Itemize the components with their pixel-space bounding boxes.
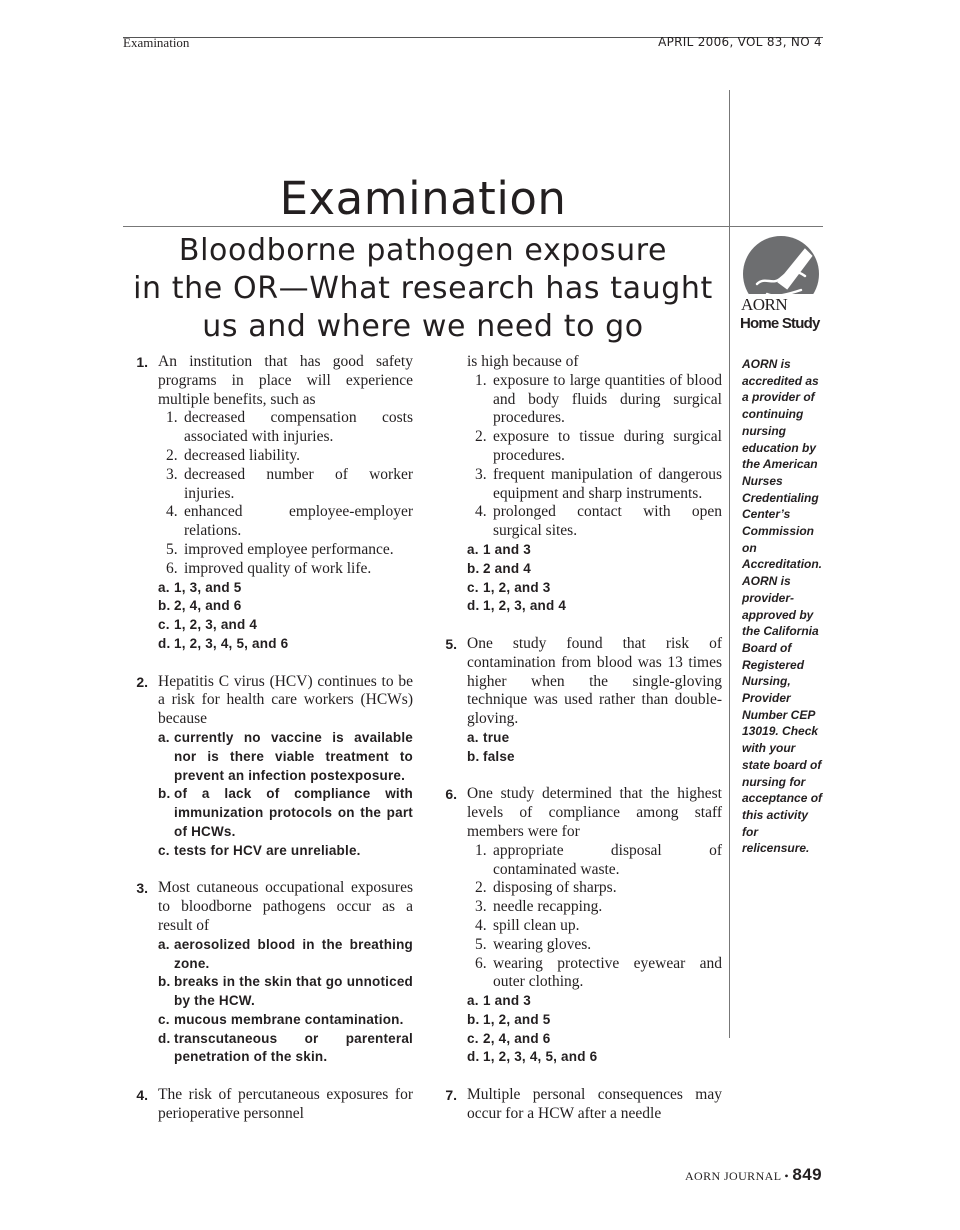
question xyxy=(123,879,413,1067)
page-number: 849 xyxy=(792,1165,822,1184)
answer-text: 1, 2, 3, 4, 5, and 6 xyxy=(483,1049,598,1065)
answer-text: 1 and 3 xyxy=(483,541,531,557)
statement-number: 5. xyxy=(166,540,178,558)
question-stem: One study determined that the highest levels of compliance among staff members were for xyxy=(467,785,722,840)
answer-text: false xyxy=(483,748,515,764)
answer-option xyxy=(158,1011,413,1030)
numbered-statement xyxy=(467,936,722,955)
numbered-statement xyxy=(158,447,413,466)
answer-letter: b. xyxy=(467,560,480,576)
logo-aorn-text: AORN xyxy=(741,295,788,314)
statement-number: 3. xyxy=(475,898,487,916)
statement-text: spill clean up. xyxy=(493,916,580,934)
numbered-statement xyxy=(158,541,413,560)
answer-text: mucous membrane contamination. xyxy=(174,1011,404,1027)
numbered-statement xyxy=(467,955,722,993)
question-number: 5. xyxy=(445,635,457,652)
answer-text: transcutaneous or parenteral penetration of the skin. xyxy=(174,1030,413,1065)
answer-option xyxy=(467,1011,722,1030)
question-stem: is high because of xyxy=(467,353,579,370)
question-number: 4. xyxy=(136,1087,148,1104)
statement-number: 6. xyxy=(475,954,487,972)
answer-text: 1, 2, 3, and 4 xyxy=(174,617,258,633)
answer-option xyxy=(158,729,413,785)
question xyxy=(432,635,722,767)
answer-option xyxy=(467,579,722,598)
answer-option xyxy=(467,541,722,560)
answer-text: 1, 3, and 5 xyxy=(174,579,242,595)
numbered-statement xyxy=(467,372,722,428)
answer-option xyxy=(467,560,722,579)
question-stem: One study found that risk of contamination from blood was 13 times higher when the single-gloving technique was used rather than double-gloving. xyxy=(467,634,722,728)
statement-number: 1. xyxy=(166,409,178,427)
answer-letter: c. xyxy=(158,617,170,633)
answer-letter: a. xyxy=(158,936,170,952)
answer-letter: d. xyxy=(158,1030,171,1046)
answer-letter: c. xyxy=(467,1030,479,1046)
answer-option xyxy=(158,842,413,861)
running-header-section: Examination xyxy=(123,35,190,50)
answer-text: 1, 2, and 3 xyxy=(483,579,551,595)
answer-text: 1, 2, 3, 4, 5, and 6 xyxy=(174,635,289,651)
answer-letter: d. xyxy=(467,1049,480,1065)
numbered-statement xyxy=(158,560,413,579)
statement-text: exposure to tissue during surgical procedures. xyxy=(493,428,722,464)
footer-journal: AORN JOURNAL xyxy=(684,1169,781,1183)
statement-text: disposing of sharps. xyxy=(493,879,617,897)
statement-text: wearing protective eyewear and outer clothing. xyxy=(493,954,722,991)
statement-text: decreased number of worker injuries. xyxy=(184,465,413,502)
answer-text: 1, 2, 3, and 4 xyxy=(483,598,567,614)
statement-text: exposure to large quantities of blood and body fluids during surgical procedures. xyxy=(493,371,722,427)
question xyxy=(123,673,413,861)
answer-option xyxy=(467,1030,722,1049)
answer-option xyxy=(158,936,413,974)
subtitle-line: in the OR—What research has taught xyxy=(133,271,713,306)
statement-number: 5. xyxy=(475,935,487,953)
article-subtitle xyxy=(123,232,723,346)
answer-text: 2 and 4 xyxy=(483,560,531,576)
statement-number: 3. xyxy=(166,465,178,483)
statement-text: appropriate disposal of contaminated waste. xyxy=(493,841,722,878)
numbered-statement xyxy=(467,917,722,936)
statement-number: 2. xyxy=(475,428,487,446)
answer-letter: c. xyxy=(467,579,479,595)
answer-option xyxy=(467,729,722,748)
numbered-statement xyxy=(158,503,413,541)
answer-letter: a. xyxy=(467,541,479,557)
answer-option xyxy=(158,635,413,654)
answer-text: breaks in the skin that go unnoticed by the HCW. xyxy=(174,974,413,1009)
answer-text: 1 and 3 xyxy=(483,993,531,1009)
statement-text: needle recapping. xyxy=(493,898,603,916)
logo-home-study-text: Home Study xyxy=(740,315,820,332)
numbered-statement xyxy=(467,898,722,917)
statement-number: 4. xyxy=(475,503,487,521)
answer-letter: b. xyxy=(158,598,171,614)
numbered-statement xyxy=(467,428,722,466)
answer-option xyxy=(158,785,413,841)
answer-letter: a. xyxy=(467,993,479,1009)
numbered-statement xyxy=(467,503,722,541)
statement-text: wearing gloves. xyxy=(493,935,592,953)
statement-number: 1. xyxy=(475,371,487,389)
question-number: 6. xyxy=(445,786,457,803)
question-stem: Most cutaneous occupational exposures to bloodborne pathogens occur as a result of xyxy=(158,879,413,934)
statement-text: decreased compensation costs associated with injuries. xyxy=(184,409,413,446)
answer-text: 2, 4, and 6 xyxy=(174,598,242,614)
answer-option xyxy=(158,1030,413,1068)
question xyxy=(432,1086,722,1124)
answer-option xyxy=(467,748,722,767)
question xyxy=(432,353,722,616)
answer-letter: b. xyxy=(158,974,171,990)
answer-option xyxy=(158,973,413,1011)
answer-text: true xyxy=(483,729,510,745)
answer-text: 2, 4, and 6 xyxy=(483,1030,551,1046)
title-rule xyxy=(123,226,823,227)
page-title: Examination xyxy=(279,172,567,225)
answer-option xyxy=(467,597,722,616)
question-number: 1. xyxy=(136,354,148,370)
subtitle-line: Bloodborne pathogen exposure xyxy=(178,233,668,268)
question xyxy=(123,353,413,654)
statement-text: decreased liability. xyxy=(184,446,301,464)
question-stem: The risk of percutaneous exposures for perioperative personnel xyxy=(158,1086,413,1122)
statement-number: 1. xyxy=(475,841,487,859)
statement-number: 6. xyxy=(166,559,178,577)
answer-letter: d. xyxy=(467,598,480,614)
question xyxy=(432,785,722,1067)
answer-letter: d. xyxy=(158,635,171,651)
question-number: 7. xyxy=(445,1087,457,1104)
answer-letter: b. xyxy=(158,786,171,802)
statement-number: 2. xyxy=(475,879,487,897)
accreditation-note: AORN is accredited as a provider of continuing nursing education by the American Nurses Credentialing Center’s Commission on Accreditation. AORN is provider-approved by the California Board of Registered Nursing, Provider Number CEP 13019. Check with your state board of nursing for acceptance of this activity for relicensure. xyxy=(742,357,823,856)
page-footer xyxy=(685,1165,822,1185)
question-column-left xyxy=(123,353,413,1124)
answer-letter: c. xyxy=(158,1011,170,1027)
answer-text: of a lack of compliance with immunization protocols on the part of HCWs. xyxy=(174,786,413,839)
answer-text: currently no vaccine is available nor is there viable treatment to prevent an infection postexposure. xyxy=(174,729,413,783)
numbered-statement xyxy=(467,466,722,504)
subtitle-line: us and where we need to go xyxy=(202,309,644,344)
answer-option xyxy=(158,579,413,598)
statement-text: prolonged contact with open surgical sites. xyxy=(493,503,722,540)
answer-text: tests for HCV are unreliable. xyxy=(174,842,361,858)
statement-text: frequent manipulation of dangerous equipment and sharp instruments. xyxy=(493,465,722,502)
statement-text: enhanced employee-employer relations. xyxy=(184,503,413,540)
sidebar-divider xyxy=(729,90,730,1038)
statement-number: 4. xyxy=(166,503,178,521)
question-column-right xyxy=(432,353,722,1124)
running-header-issue: APRIL 2006, VOL 83, NO 4 xyxy=(658,35,822,49)
question-stem: Multiple personal consequences may occur for a HCW after a needle xyxy=(467,1086,722,1122)
answer-letter: b. xyxy=(467,748,480,764)
answer-option xyxy=(158,597,413,616)
question-stem: Hepatitis C virus (HCV) continues to be a risk for health care workers (HCWs) because xyxy=(158,672,413,728)
statement-number: 3. xyxy=(475,465,487,483)
statement-number: 4. xyxy=(475,916,487,934)
numbered-statement xyxy=(467,879,722,898)
footer-separator: • xyxy=(784,1169,790,1183)
question xyxy=(123,1086,413,1124)
numbered-statement xyxy=(158,466,413,504)
statement-text: improved employee performance. xyxy=(184,540,394,558)
answer-text: aerosolized blood in the breathing zone. xyxy=(174,936,413,971)
answer-option xyxy=(158,616,413,635)
statement-text: improved quality of work life. xyxy=(184,559,372,577)
question-number: 2. xyxy=(136,673,148,690)
answer-option xyxy=(467,992,722,1011)
answer-option xyxy=(467,1048,722,1067)
answer-letter: c. xyxy=(158,842,170,858)
question-number: 3. xyxy=(136,880,148,897)
question-stem: An institution that has good safety programs in place will experience multiple benefits, such as xyxy=(158,353,413,408)
numbered-statement xyxy=(467,842,722,880)
numbered-statement xyxy=(158,409,413,447)
statement-number: 2. xyxy=(166,446,178,464)
answer-letter: a. xyxy=(158,579,170,595)
answer-letter: a. xyxy=(467,729,479,745)
answer-text: 1, 2, and 5 xyxy=(483,1011,551,1027)
answer-letter: b. xyxy=(467,1011,480,1027)
answer-letter: a. xyxy=(158,729,170,745)
